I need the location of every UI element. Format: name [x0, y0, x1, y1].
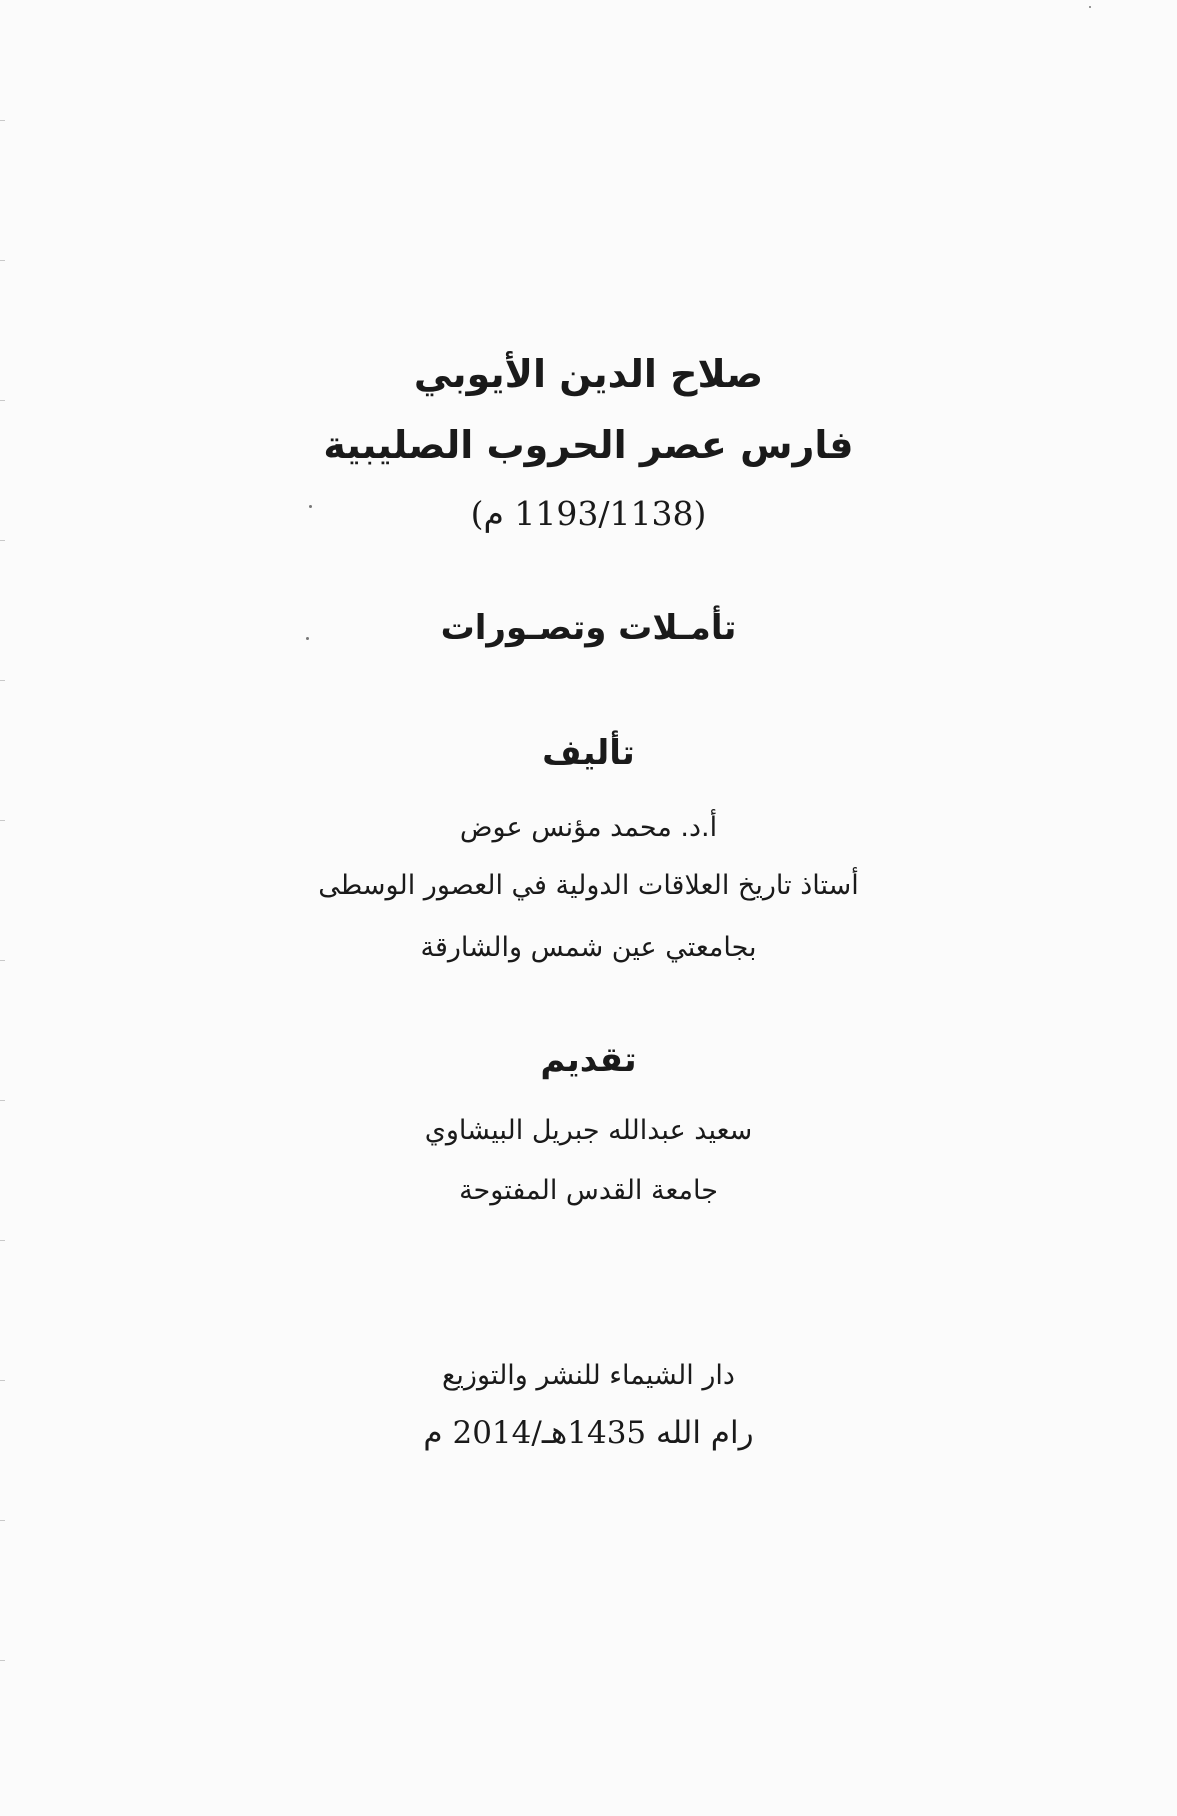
page-edge-mark [0, 400, 5, 401]
title-dates: (1193/1138 م) [470, 494, 707, 533]
foreword-author-name: سعيد عبدالله جبريل البيشاوي [424, 1115, 753, 1146]
publisher-name: دار الشيماء للنشر والتوزيع [442, 1360, 735, 1391]
author-name: أ.د. محمد مؤنس عوض [459, 812, 718, 843]
page-edge-mark [0, 260, 5, 261]
scan-speck [309, 505, 312, 508]
subtitle: تأمـلات وتصـورات [440, 608, 737, 648]
page-edge-mark [0, 820, 5, 821]
title-line-1: صلاح الدين الأيوبي [413, 352, 764, 396]
scan-speck [306, 637, 309, 640]
page-edge-mark [0, 1660, 5, 1661]
author-position: أستاذ تاريخ العلاقات الدولية في العصور الوسطى [318, 870, 859, 901]
page-edge-mark [0, 960, 5, 961]
title-line-2: فارس عصر الحروب الصليبية [323, 423, 854, 467]
publisher-place-date: رام الله 1435هـ/2014 م [423, 1415, 754, 1451]
page-edge-mark [0, 1380, 5, 1381]
page-edge-mark [0, 1240, 5, 1241]
authorship-heading: تأليف [542, 733, 635, 773]
page-edge-mark [0, 120, 5, 121]
page-edge-mark [0, 540, 5, 541]
page-edge-mark [0, 1100, 5, 1101]
foreword-author-university: جامعة القدس المفتوحة [459, 1175, 718, 1206]
author-universities: بجامعتي عين شمس والشارقة [420, 932, 757, 963]
scan-speck [1089, 6, 1091, 8]
foreword-heading: تقديم [540, 1040, 637, 1080]
page-edge-mark [0, 1520, 5, 1521]
page-edge-mark [0, 680, 5, 681]
